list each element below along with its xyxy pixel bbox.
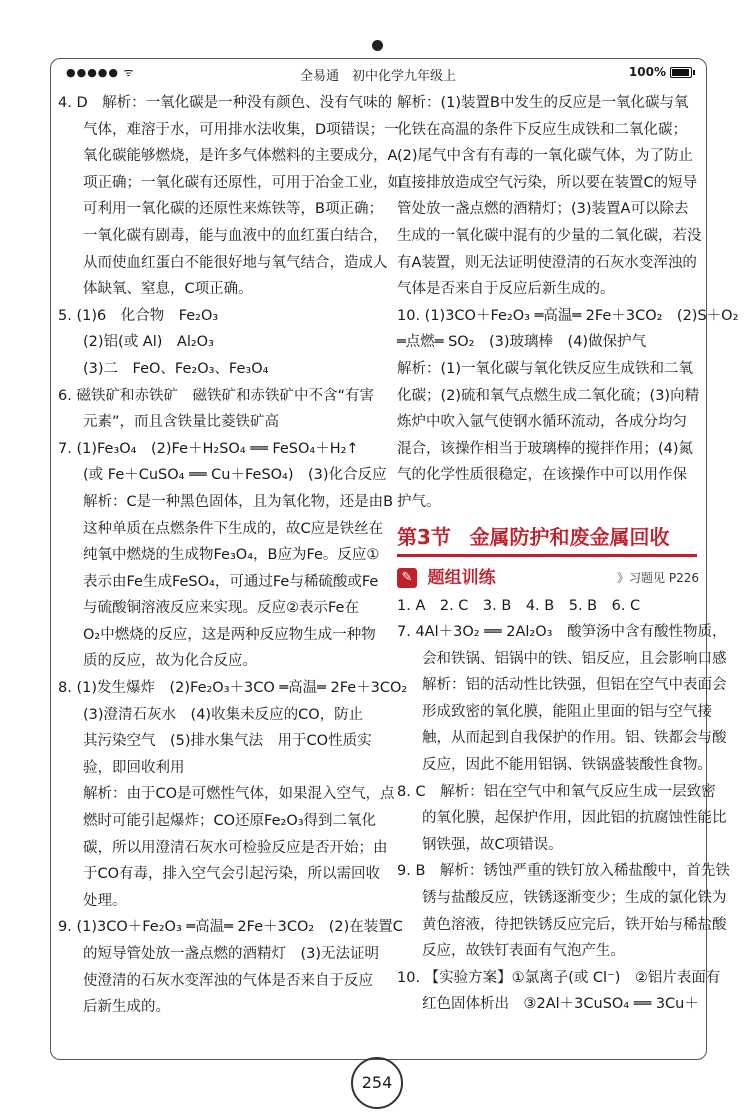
text-line: 形成致密的氧化膜，能阻止里面的铝与空气接 [422, 703, 712, 720]
text-line: 1. A 2. C 3. B 4. B 5. B 6. C [397, 597, 641, 614]
text-line: (2)尾气中含有有毒的一氧化碳气体，为了防止 [397, 148, 694, 165]
page-number: 254 [351, 1057, 403, 1109]
text-line: 这种单质在点燃条件下生成的，故C应是铁丝在 [83, 520, 384, 537]
book-title: 全易通 初中化学九年级上 [299, 69, 456, 84]
text-line: 解析：C是一种黑色固体，且为氧化物，还是由B [83, 493, 394, 510]
text-line: 10. 【实验方案】①氯离子(或 Cl⁻) ②铝片表面有 [397, 969, 721, 986]
text-line: 化铁在高温的条件下反应生成铁和二氧化碳； [397, 121, 687, 138]
text-line: 9. (1)3CO＋Fe₂O₃ ═高温═ 2Fe＋3CO₂ (2)在装置C [58, 919, 403, 936]
text-line: ═点燃═ SO₂ (3)玻璃棒 (4)做保护气 [397, 334, 647, 351]
pencil-icon: ✎ [397, 568, 417, 588]
text-line: 的氧化膜，起保护作用，因此铝的抗腐蚀性能比 [422, 810, 727, 827]
text-line: 处理。 [83, 892, 127, 909]
text-line: 触，从而起到自我保护的作用。铝、铁都会与酸 [422, 730, 727, 747]
exercise-reference: 》习题见 P226 [617, 570, 699, 585]
text-line: 与硫酸铜溶液反应来实现。反应②表示Fe在 [83, 600, 359, 617]
text-line: 9. B 解析：锈蚀严重的铁钉放入稀盐酸中，首先铁 [397, 863, 730, 880]
text-line: 混合，该操作相当于玻璃棒的搅拌作用；(4)氮 [397, 440, 694, 457]
text-line: 其污染空气 (5)排水集气法 用于CO性质实 [83, 733, 372, 750]
text-line: 生成的一氧化碳中混有的少量的二氧化碳，若没 [397, 227, 702, 244]
text-line: 验，即回收利用 [83, 759, 185, 776]
text-line: 10. (1)3CO＋Fe₂O₃ ═高温═ 2Fe＋3CO₂ (2)S＋O₂ [397, 307, 739, 324]
text-line: 反应，因此不能用铝锅、铁锅盛装酸性食物。 [422, 757, 712, 774]
text-line: 表示由Fe生成FeSO₄，可通过Fe与稀硫酸或Fe [83, 573, 379, 590]
text-line: 使澄清的石灰水变浑浊的气体是否来自于反应 [83, 972, 373, 989]
text-line: 有A装置，则无法证明使澄清的石灰水变浑浊的 [397, 254, 697, 271]
text-line: 反应，故铁钉表面有气泡产生。 [422, 943, 625, 960]
text-line: 项正确；一氧化碳有还原性，可用于冶金工业，如 [83, 174, 402, 191]
battery-percent: 100% [628, 65, 666, 79]
text-line: 气的化学性质很稳定，在该操作中可以用作保 [397, 467, 687, 484]
text-line: (或 Fe＋CuSO₄ ══ Cu＋FeSO₄) (3)化合反应 [83, 467, 387, 484]
right-column [397, 90, 739, 1018]
text-line: 6. 磁铁矿和赤铁矿 磁铁矿和赤铁矿中不含“有害 [58, 387, 374, 404]
text-line: 会和铁锅、铝锅中的铁、铝反应，且会影响口感 [422, 650, 727, 667]
text-line: 护气。 [397, 493, 441, 510]
text-line: 体缺氧、窒息，C项正确。 [83, 281, 253, 298]
text-line: 后新生成的。 [83, 999, 170, 1016]
section-divider [397, 554, 697, 557]
text-line: 7. 4Al＋3O₂ ══ 2Al₂O₃ 酸笋汤中含有酸性物质， [397, 624, 727, 641]
text-line: 解析：(1)一氧化碳与氧化铁反应生成铁和二氧 [397, 360, 694, 377]
text-line: 氧化碳能够燃烧，是许多气体燃料的主要成分，A [83, 148, 398, 165]
left-column [58, 90, 408, 1021]
text-line: 8. C 解析：铝在空气中和氧气反应生成一层致密 [397, 783, 716, 800]
text-line: 7. (1)Fe₃O₄ (2)Fe＋H₂SO₄ ══ FeSO₄＋H₂↑ [58, 440, 359, 457]
text-line: (3)澄清石灰水 (4)收集未反应的CO，防止 [83, 706, 364, 723]
status-bar [52, 62, 704, 84]
text-line: 解析：(1)装置B中发生的反应是一氧化碳与氧 [397, 95, 689, 111]
subsection-title: 题组训练 [427, 567, 496, 588]
camera-dot [372, 40, 383, 51]
section-number: 第3节 [397, 524, 451, 549]
text-line: 5. (1)6 化合物 Fe₂O₃ [58, 307, 219, 324]
text-line: 碳，所以用澄清石灰水可检验反应是否开始；由 [83, 839, 388, 856]
text-line: 直接排放造成空气污染，所以要在装置C的短导 [397, 174, 698, 191]
text-line: O₂中燃烧的反应，这是两种反应物生成一种物 [83, 626, 376, 643]
text-line: 锈与盐酸反应，铁锈逐渐变少；生成的氯化铁为 [422, 890, 727, 907]
section-title: 金属防护和废金属回收 [469, 524, 670, 549]
right-column-top [397, 90, 739, 516]
text-line: 可利用一氧化碳的还原性来炼铁等，B项正确； [83, 201, 383, 218]
text-line: 红色固体析出 ③2Al＋3CuSO₄ ══ 3Cu＋ [422, 996, 699, 1013]
section-heading [397, 522, 705, 552]
text-line: 燃时可能引起爆炸；CO还原Fe₂O₃得到二氧化 [83, 813, 377, 830]
text-line: 黄色溶液，待把铁锈反应完后，铁开始与稀盐酸 [422, 916, 727, 933]
text-line: 质的反应，故为化合反应。 [83, 653, 257, 670]
right-column-bottom [397, 593, 730, 1019]
signal-icon: ●●●●● ᯤ [66, 66, 135, 79]
text-line: 纯氧中燃烧的生成物Fe₃O₄，B应为Fe。反应① [83, 547, 380, 564]
battery-icon [670, 67, 692, 78]
text-line: 气体是否来自于反应后新生成的。 [397, 281, 615, 298]
text-line: 于CO有毒，排入空气会引起污染，所以需回收 [83, 866, 381, 883]
subsection-heading [397, 563, 705, 593]
text-line: 化碳；(2)硫和氧气点燃生成二氧化硫；(3)向精 [397, 387, 700, 404]
text-line: 8. (1)发生爆炸 (2)Fe₂O₃＋3CO ═高温═ 2Fe＋3CO₂ [58, 680, 408, 697]
text-line: (2)铝(或 Al) Al₂O₃ [83, 334, 214, 351]
text-line: (3)二 FeO、Fe₂O₃、Fe₃O₄ [83, 360, 269, 377]
text-line: 钢铁强，故C项错误。 [422, 836, 563, 853]
text-line: 气体，难溶于水，可用排水法收集，D项错误；一 [83, 121, 399, 138]
text-line: 炼炉中吹入氩气使钢水循环流动，各成分均匀 [397, 414, 687, 431]
text-line: 4. D 解析：一氧化碳是一种没有颜色、没有气味的 [58, 95, 393, 111]
text-line: 管处放一盏点燃的酒精灯；(3)装置A可以除去 [397, 201, 689, 218]
text-line: 解析：铝的活动性比铁强，但铝在空气中表面会 [422, 677, 727, 694]
text-line: 一氧化碳有剧毒，能与血液中的血红蛋白结合， [83, 227, 388, 244]
text-line: 元素”，而且含铁量比菱铁矿高 [83, 414, 280, 431]
text-line: 的短导管处放一盏点燃的酒精灯 (3)无法证明 [83, 946, 380, 962]
text-line: 解析：由于CO是可燃性气体，如果混入空气，点 [83, 786, 395, 803]
text-line: 从而使血红蛋白不能很好地与氧气结合，造成人 [83, 254, 388, 271]
